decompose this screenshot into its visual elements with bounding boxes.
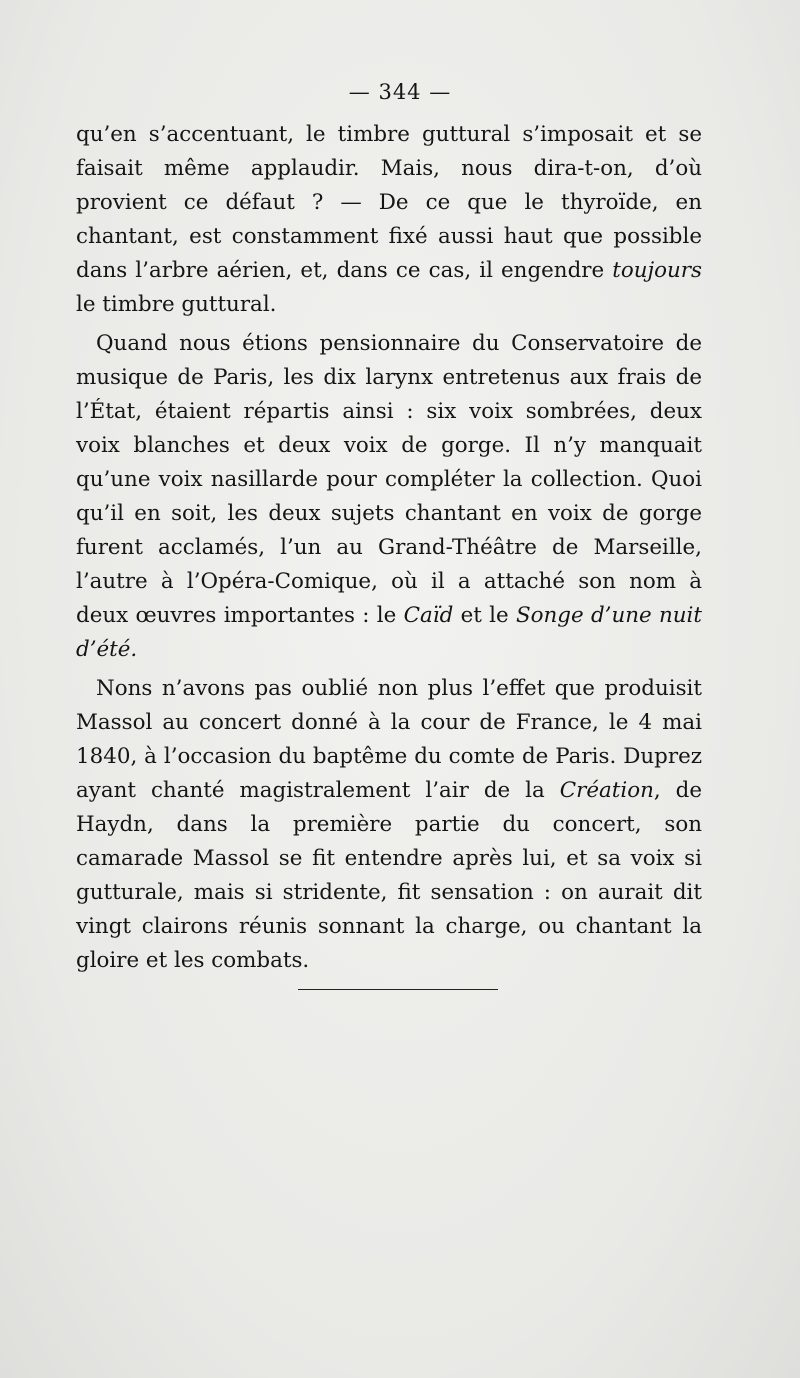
italic-term: toujours: [612, 258, 702, 284]
text-run: Nons n’avons pas oublié non plus l’effet que produisit Massol au concert donné à la cour de France, le 4 mai 1840, à l’occasion du baptême du comte de Paris. Duprez ayant chanté magistralement l’air de la: [76, 675, 702, 803]
page-number: — 344 —: [348, 80, 452, 104]
text-run: Quand nous étions pensionnaire du Conservatoire de musique de Paris, les dix larynx entretenus aux frais de l’État, étaient répartis ainsi : six voix sombrées, deux voix blanches et deux voix de gorge. Il n’y manquait qu’une voix nasillarde pour compléter la collection. Quoi qu’il en soit, les deux sujets chantant en voix de gorge furent acclamés, l’un au Grand-Théâtre de Marseille, l’autre à l’Opéra-Comique, où il a attaché son nom à deux œuvres importantes : le: [76, 330, 702, 629]
paragraph-conservatoire: [76, 327, 702, 668]
text-run: qu’en s’accentuant, le timbre guttural s’imposait et se faisait même applaudir. Mais, nous dira-t-on, d’où provient ce défaut ? — De ce que le thyroïde, en chantant, est constamment fixé aussi haut que possible dans l’arbre aérien, et, dans ce cas, il engendre: [76, 122, 702, 284]
paragraph-massol: [76, 672, 702, 979]
paragraph-continuation: [76, 118, 702, 323]
section-divider-rule: [298, 989, 498, 990]
text-run: le timbre guttural.: [76, 292, 277, 318]
text-run: et le: [453, 603, 516, 629]
italic-term: Caïd: [403, 603, 454, 629]
body-text: [76, 118, 702, 978]
italic-term: Songe d’une nuit d’été.: [76, 603, 702, 663]
italic-term: Création: [559, 777, 654, 803]
text-run: , de Haydn, dans la première partie du concert, son camarade Massol se fit entendre après lui, et sa voix si gutturale, mais si stridente, fit sensation : on aurait dit vingt clairons réunis sonnant la charge, ou chantant la gloire et les combats.: [76, 777, 702, 974]
